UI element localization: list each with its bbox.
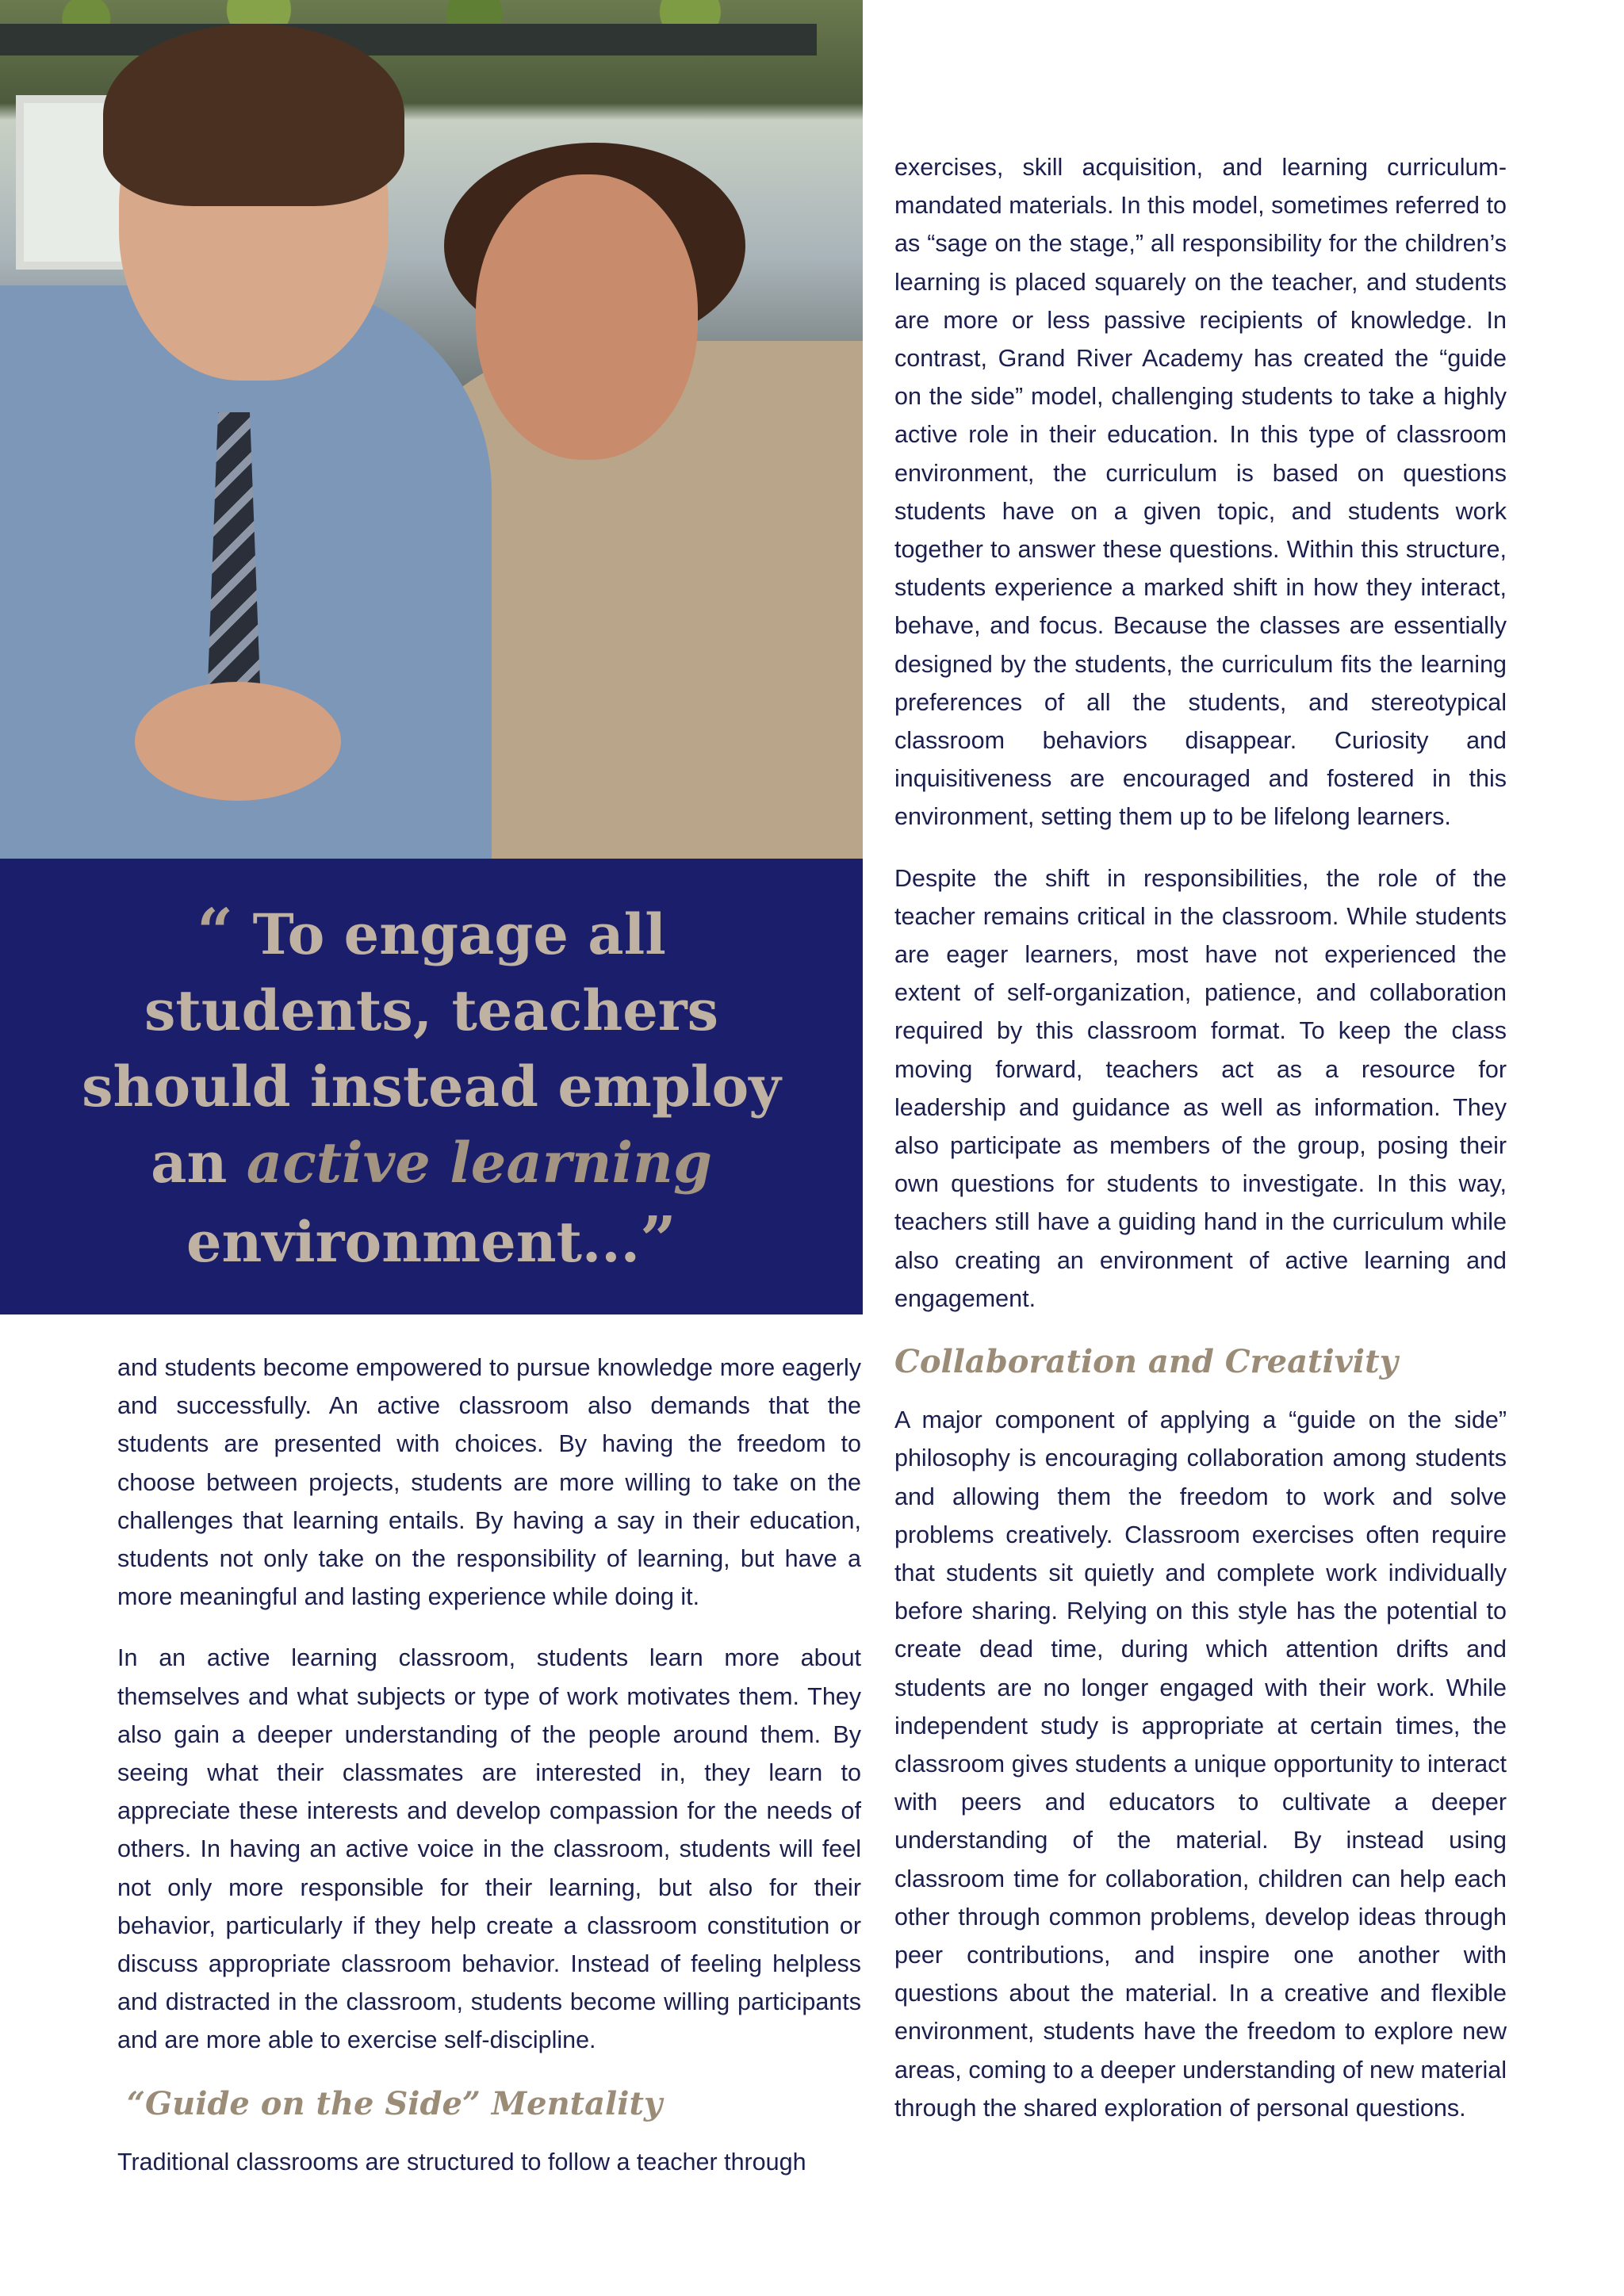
open-quote-mark: “ [197,894,234,969]
classroom-photo [0,0,863,859]
right-column [894,148,1507,2150]
teacher-face [476,174,698,460]
close-quote-mark: ” [640,1201,677,1276]
pull-quote-text-end: environment... [186,1208,641,1275]
left-column [117,1349,861,2204]
student-hair [103,24,404,206]
body-paragraph: In an active learning classroom, students learn more about themselves and what subjects or type of work motivates them. They also gain a deeper understanding of the people around them. By seeing what their classmates are interested in, they learn to appreciate these interests and develop compassion for the needs of others. In having an active voice in the classroom, students will feel not only more responsible for their learning, but also for their behavior, particularly if they help create a classroom constitution or discuss appropriate classroom behavior. Instead of feeling helpless and distracted in the classroom, students become willing participants and are more able to exercise self-discipline. [117,1644,861,2054]
pull-quote-text: To engage all students, teachers should instead employ an [82,901,781,1196]
body-paragraph: Traditional classrooms are structured to follow a teacher through [117,2148,806,2175]
hands-detail [135,682,341,801]
body-paragraph: exercises, skill acquisition, and learning curriculum-mandated materials. In this model, sometimes referred to as “sage on the stage,” all responsibility for the children’s learning is placed squarely on the teacher, and students are more or less passive recipients of knowledge. In contrast, Grand River Academy has created the “guide on the side” model, challenging students to take a highly active role in their education. In this type of classroom environment, the curriculum is based on questions students have on a given topic, and students work together to answer these questions. Within this structure, students experience a marked shift in how they interact, behave, and focus. Because the classes are essentially designed by the students, the curriculum fits the learning preferences of all the students, and stereotypical classroom behaviors disappear. Curiosity and inquisitiveness are encouraged and fostered in this environment, setting them up to be lifelong learners. [894,154,1507,831]
pull-quote [51,894,812,1280]
pull-quote-emphasis: active learning [246,1129,712,1196]
section-heading: “Guide on the Side” Mentality [127,2084,663,2122]
pull-quote-box [0,859,863,1314]
shelf-decoration [0,24,817,55]
body-paragraph: Despite the shift in responsibilities, the role of the teacher remains critical in the classroom. While students are eager learners, most have not experienced the extent of self-organization, patience, and collaboration required by this classroom format. To keep the class moving forward, teachers act as a resource for leadership and guidance as well as information. They also participate as members of the group, posing their own questions for students to investigate. In this way, teachers still have a guiding hand in the curriculum while also creating an environment of active learning and engagement. [894,864,1507,1312]
section-heading: Collaboration and Creativity [894,1343,1398,1381]
body-paragraph: and students become empowered to pursue knowledge more eagerly and successfully. An active classroom also demands that the students are presented with choices. By having the freedom to choose between projects, students are more willing to take on the challenges that learning entails. By having a say in their education, students not only take on the responsibility of learning, but have a more meaningful and lasting experience while doing it. [117,1354,861,1611]
body-paragraph: A major component of applying a “guide on the side” philosophy is encouraging collaboration among students and allowing them the freedom to work and solve problems creatively. Classroom exercises often require that students sit quietly and complete work individually before sharing. Relying on this style has the potential to create dead time, during which attention drifts and students are no longer engaged with their work. While independent study is appropriate at certain times, the classroom gives students a unique opportunity to interact with peers and educators to cultivate a deeper understanding of the material. By instead using classroom time for collaboration, children can help each other through common problems, develop ideas through peer contributions, and inspire one another with questions about the material. In a creative and flexible environment, students have the freedom to explore new areas, coming to a deeper understanding of new material through the shared exploration of personal questions. [894,1406,1507,2122]
